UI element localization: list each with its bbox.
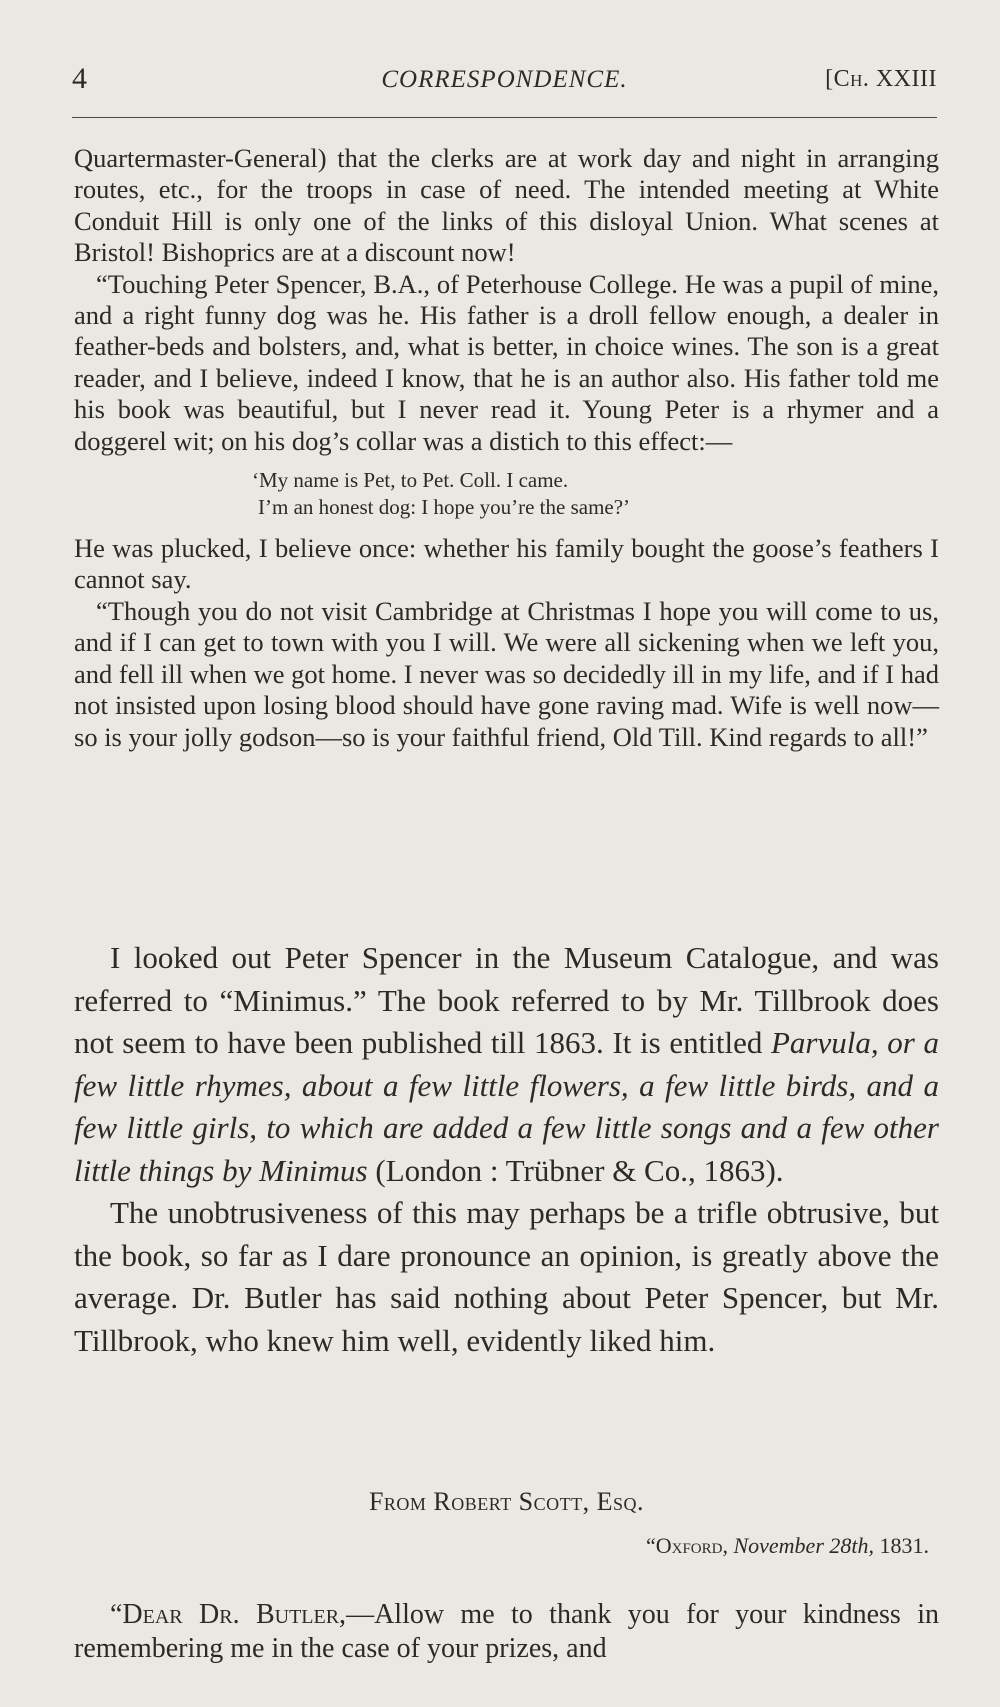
letter-paragraph: “Though you do not visit Cambridge at Christmas I hope you will come to us, and if I can get to town with you I will. We were all sickening when we left you, and fell ill when we got home. I never was so decidedly ill in my life, and if I had not insisted upon losing blood should have gone raving mad. Wife is well now—so is your jolly godson—so is your faithful friend, Old Till. Kind regards to all!”	[74, 595, 939, 752]
letter-paragraph: “Touching Peter Spencer, B.A., of Peterhouse College. He was a pupil of mine, and a right funny dog was he. His father is a droll fellow enough, a dealer in feather-beds and bolsters, and, what is better, in choice wines. The son is a great reader, and I believe, indeed I know, that he is an author also. His father told me his book was beautiful, but I never read it. Young Peter is a rhymer and a doggerel wit; on his dog’s collar was a distich to this effect:—	[74, 268, 939, 456]
verse-line: ‘My name is Pet, to Pet. Coll. I came.	[252, 468, 569, 493]
page-number: 4	[72, 62, 87, 95]
letter-dateline	[74, 1533, 929, 1559]
commentary-paragraph: The unobtrusiveness of this may perhaps be a trifle obtrusive, but the book, so far as I dare pronounce an opinion, is greatly above the average. Dr. Butler has said nothing about Peter Spencer, but Mr. Tillbrook, who knew him well, evidently liked him.	[74, 1195, 939, 1358]
letter-paragraph: He was plucked, I believe once: whether his family bought the goose’s feathers I cannot say.	[74, 533, 939, 595]
dateline-date: November 28th,	[733, 1533, 874, 1558]
letter-body: —Allow me to thank you for your kindness in remembering me in the case of your prizes, and	[74, 1599, 939, 1664]
dateline-year: 1831.	[879, 1533, 929, 1558]
letter-opening	[74, 1598, 939, 1666]
letter-paragraph: Quartermaster-General) that the clerks are at work day and night in arranging routes, etc., for the troops in case of need. The intended meeting at White Conduit Hill is only one of the links of this disloyal Union. What scenes at Bristol! Bishoprics are at a discount now!	[74, 143, 939, 268]
verse-line: I’m an honest dog: I hope you’re the same?’	[258, 495, 631, 520]
chapter-marker: [Ch. XXIII	[825, 66, 937, 92]
commentary-text: (London : Trübner & Co., 1863).	[367, 1152, 784, 1188]
letter-heading: From Robert Scott, Esq.	[368, 1487, 645, 1516]
author-commentary	[74, 937, 939, 1362]
commentary-text: I looked out Peter Spencer in the Museum Catalogue, and was referred to “Minimus.” The book referred to by Mr. Tillbrook does not seem to have been published till 1863. It is entitled	[74, 940, 939, 1060]
book-title: Parvula, or a few little rhymes, about a few little flowers, a few little birds, and a few little girls, to which are added a few little songs and a few other little things by Minimus	[74, 1025, 939, 1188]
dateline-place: “Oxford,	[645, 1533, 728, 1558]
running-header	[72, 62, 937, 102]
running-title: CORRESPONDENCE.	[381, 66, 628, 93]
header-rule	[72, 117, 937, 118]
salutation: “Dear Dr. Butler,	[110, 1599, 347, 1630]
quoted-letter-continued	[74, 143, 939, 753]
commentary-paragraph	[74, 937, 939, 1192]
distich-verse	[252, 467, 939, 521]
